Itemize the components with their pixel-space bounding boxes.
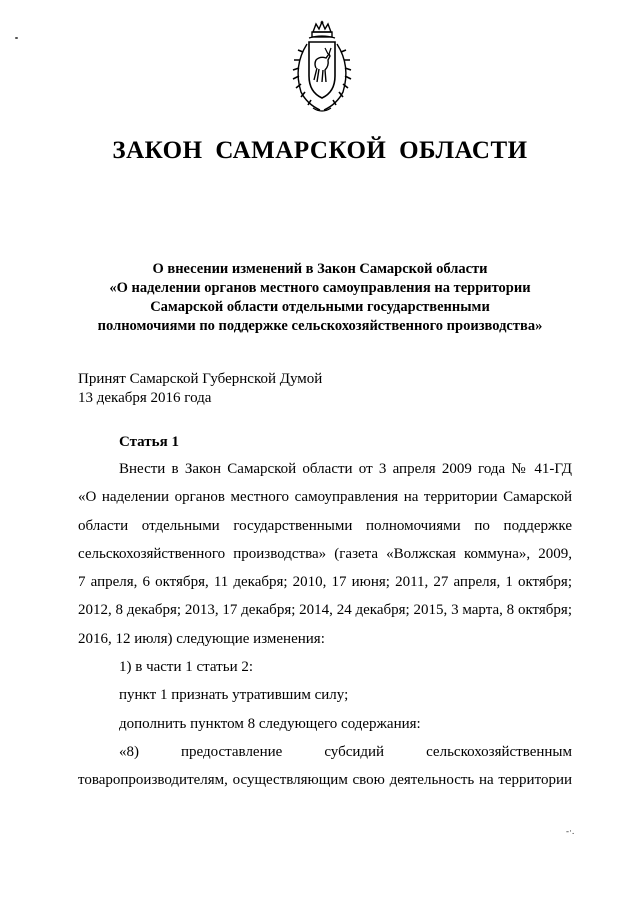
subject-line: О внесении изменений в Закон Самарской области (152, 261, 488, 277)
law-subject (60, 260, 580, 336)
subject-line: Самарской области отдельными государственными (150, 299, 490, 315)
scan-speck (15, 37, 18, 39)
samara-coat-of-arms-icon (287, 20, 357, 116)
body-line: товаропроизводителям, осуществляющим свою деятельность на территории (78, 772, 572, 789)
body-line: 2012, 8 декабря; 2013, 17 декабря; 2014, 24 декабря; 2015, 3 марта, 8 октября; (78, 602, 572, 619)
subject-line: полномочиями по поддержке сельскохозяйственного производства» (97, 318, 543, 334)
law-title: ЗАКОН САМАРСКОЙ ОБЛАСТИ (112, 137, 528, 164)
body-line: 1) в части 1 статьи 2: (119, 659, 254, 676)
adoption-note (78, 370, 322, 408)
body-line: 7 апреля, 6 октября, 11 декабря; 2010, 17 июня; 2011, 27 апреля, 1 октября; (78, 574, 572, 591)
body-line: «8) предоставление субсидий сельскохозяйственным (119, 743, 572, 760)
body-line: Внести в Закон Самарской области от 3 апреля 2009 года № 41-ГД (119, 461, 572, 477)
body-line: области отдельными государственными полномочиями по поддержке (78, 517, 572, 534)
body-line: 2016, 12 июля) следующие изменения: (78, 630, 325, 647)
body-line: дополнить пунктом 8 следующего содержания: (119, 715, 421, 732)
body-line: сельскохозяйственного производства» (газета «Волжская коммуна», 2009, (78, 545, 572, 562)
page-mark: -·. (566, 826, 575, 836)
article-heading: Статья 1 (119, 434, 179, 450)
body-line: «О наделении органов местного самоуправления на территории Самарской (78, 489, 572, 506)
article-body (78, 455, 572, 795)
subject-line: «О наделении органов местного самоуправления на территории (109, 280, 531, 296)
body-line: пункт 1 признать утратившим силу; (119, 687, 349, 704)
adoption-body: Принят Самарской Губернской Думой (78, 371, 323, 387)
adoption-date: 13 декабря 2016 года (78, 390, 212, 406)
